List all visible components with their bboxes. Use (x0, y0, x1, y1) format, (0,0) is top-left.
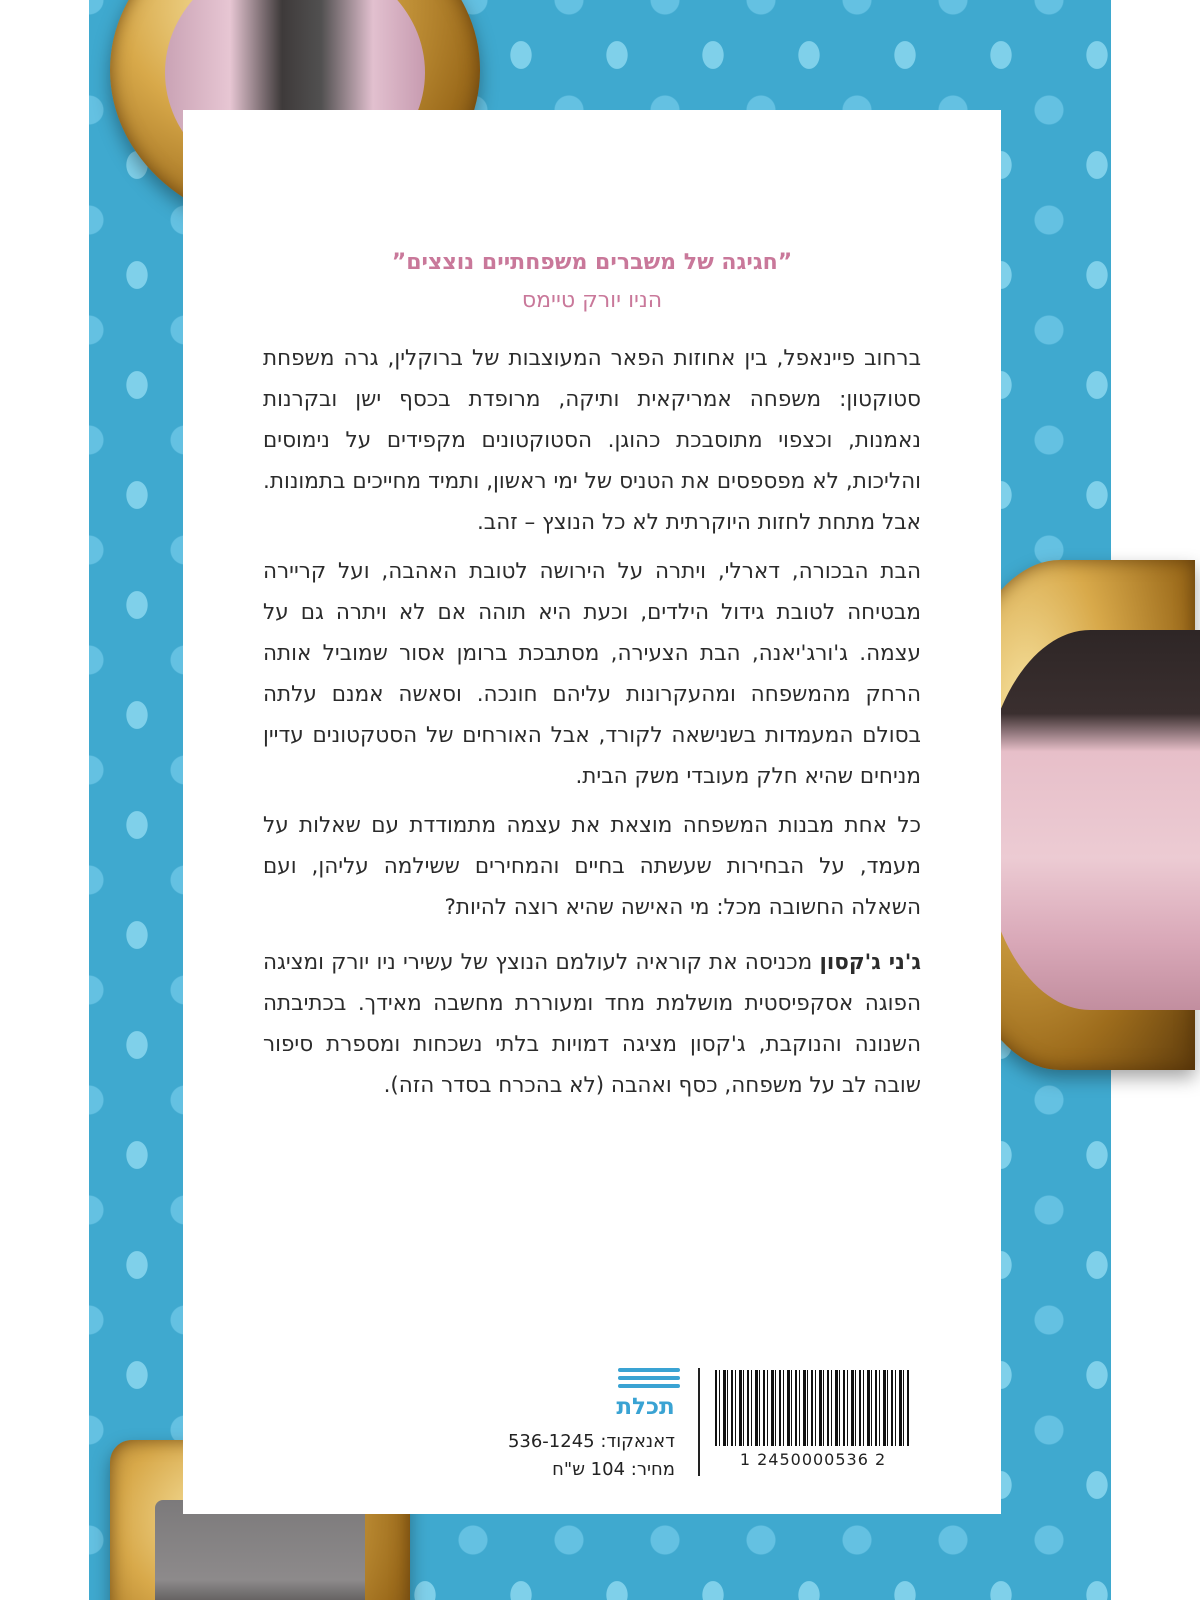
back-cover-panel (183, 110, 1001, 1514)
portrait-photo (980, 630, 1200, 1010)
portrait-photo-bottom (155, 1500, 365, 1600)
catalog-info (473, 1428, 675, 1484)
author-description: מכניסה את קוראיה לעולמם הנוצץ של עשירי ניו יורק ומציגה הפוגה אסקפיסטית מושלמת מחד ומעוררת מחשבה מאידך. בכתיבתה השנונה והנוקבת, ג'קסון מציגה דמויות בלתי נשכחות ומספרת סיפור שובה לב על משפחה, כסף ואהבה (לא בהכרח בסדר הזה). (263, 950, 921, 1098)
blurb-paragraph-1: ברחוב פיינאפל, בין אחוזות הפאר המעוצבות של ברוקלין, גרה משפחת סטוקטון: משפחה אמריקאית ותיקה, מרופדת בכסף ישן ובקרנות נאמנות, וכצפוי מתוסבכת כהוגן. הסטוקטונים מקפידים על נימוסים והליכות, לא מפספסים את הטניס של ימי ראשון, ותמיד מחייכים בתמונות. אבל מתחת לחזות היוקרתית לא כל הנוצץ – זהב. (263, 346, 921, 535)
barcode-number: 1 2450000536 2 (739, 1450, 887, 1469)
author-name: ג'ני ג'קסון (819, 950, 921, 975)
blurb-paragraph-3: כל אחת מבנות המשפחה מוצאת את עצמה מתמודדת עם שאלות על מעמד, על הבחירות שעשתה בחיים והמחירים ששילמה עליהן, ועם השאלה החשובה מכל: מי האישה שהיא רוצה להיות? (263, 813, 921, 920)
divider (698, 1368, 700, 1476)
danacode: דאנאקוד: 536-1245 (507, 1431, 675, 1452)
publisher-name: תכלת (616, 1394, 675, 1420)
blurb-paragraph-2: הבת הבכורה, דארלי, ויתרה על הירושה לטובת האהבה, ועל קריירה מבטיחה לטובת גידול הילדים, וכעת היא תוהה אם לא ויתרה גם על עצמה. ג'ורג'יאנה, הבת הצעירה, מסתבכת ברומן אסור שמוביל אותה הרחק מהמשפחה ומהעקרונות עליהם חונכה. וסאשה אמנם עלתה בסולם המעמדות בשנישאה לקורד, אבל האורחים של הסטקטונים עדיין מניחים שהיא חלק מעובדי משק הבית. (263, 559, 921, 789)
review-quote: ”חגיגה של משברים משפחתיים נוצצים” (391, 250, 793, 275)
publisher-logo-icon (618, 1368, 680, 1394)
barcode-icon (715, 1370, 911, 1446)
author-paragraph (263, 942, 921, 1106)
blurb (263, 338, 921, 1114)
price: מחיר: 104 ש"ח (552, 1459, 675, 1480)
quote-source: הניו יורק טיימס (521, 288, 663, 313)
